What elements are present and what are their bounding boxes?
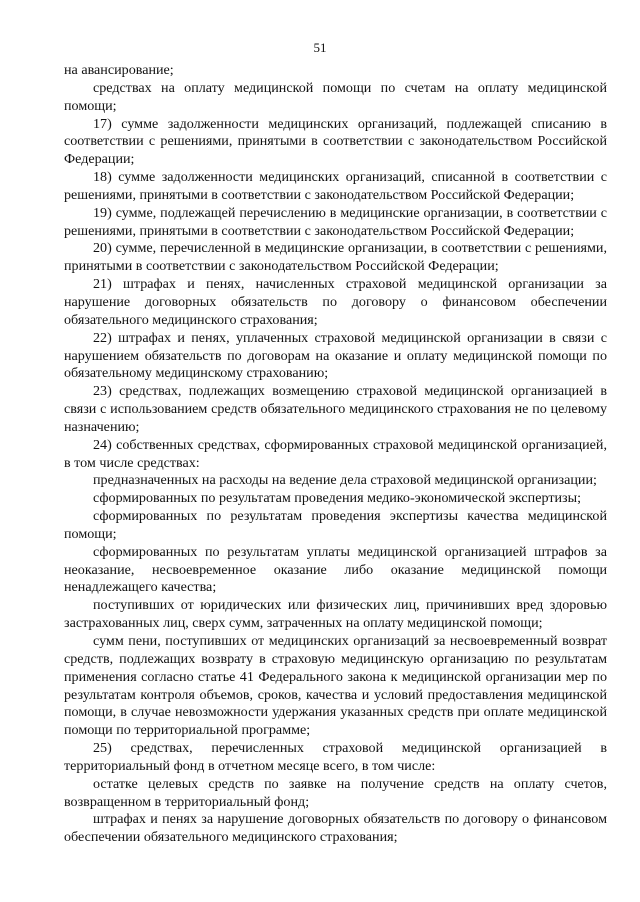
paragraph: сформированных по результатам проведения медико-экономической экспертизы; bbox=[93, 490, 581, 507]
paragraph: 25) средствах, перечисленных страховой медицинской организацией в территориальный фонд в отчетном месяце всего, в том числе: bbox=[64, 740, 607, 774]
paragraph: 19) сумме, подлежащей перечислению в медицинские организации, в соответствии с решениями, принятыми в соответствии с законодательством Российской Федерации; bbox=[64, 204, 607, 239]
paragraph: сумм пени, поступивших от медицинских организаций за несвоевременный возврат средств, подлежащих возврату в страховую медицинскую организацию по результатам применения согласно статье 41 Федерального закона к медицинской организации мер по результатам контроля объемов, сроков, качества и условий предоставления медицинской помощи, в случае невозможности удержания указанных средств при оплате медицинской помощи по территориальной программе; bbox=[64, 633, 607, 739]
paragraph: средствах на оплату медицинской помощи по счетам на оплату медицинской помощи; bbox=[64, 79, 607, 114]
paragraph: остатке целевых средств по заявке на получение средств на оплату счетов, возвращенном в территориальный фонд; bbox=[64, 775, 607, 810]
document-body bbox=[64, 62, 607, 847]
paragraph: штрафах и пенях за нарушение договорных обязательств по договору о финансовом обеспечении обязательного медицинского страхования; bbox=[64, 811, 607, 846]
paragraph: 23) средствах, подлежащих возмещению страховой медицинской организацией в связи с использованием средств обязательного медицинского страхования не по целевому назначению; bbox=[64, 383, 607, 435]
paragraph: сформированных по результатам проведения экспертизы качества медицинской помощи; bbox=[64, 508, 607, 542]
paragraph: предназначенных на расходы на ведение дела страховой медицинской организации; bbox=[93, 472, 597, 489]
paragraph: сформированных по результатам уплаты медицинской организацией штрафов за неоказание, несвоевременное оказание либо оказание медицинской помощи ненадлежащего качества; bbox=[64, 543, 607, 596]
paragraph: 20) сумме, перечисленной в медицинские организации, в соответствии с решениями, принятыми в соответствии с законодательством Российской Федерации; bbox=[64, 240, 607, 275]
paragraph: 17) сумме задолженности медицинских организаций, подлежащей списанию в соответствии с решениями, принятыми в соответствии с законодательством Российской Федерации; bbox=[64, 115, 607, 168]
page-number: 51 bbox=[313, 40, 327, 55]
paragraph: 18) сумме задолженности медицинских организаций, списанной в соответствии с решениями, принятыми в соответствии с законодательством Российской Федерации; bbox=[64, 169, 607, 203]
paragraph: 22) штрафах и пенях, уплаченных страховой медицинской организации в связи с нарушением обязательств по договорам на оказание и оплату медицинской помощи по обязательному медицинскому страхованию; bbox=[64, 329, 607, 382]
paragraph: 24) собственных средствах, сформированных страховой медицинской организацией, в том числе средствах: bbox=[64, 436, 607, 471]
paragraph: на авансирование; bbox=[64, 62, 174, 78]
paragraph: поступивших от юридических или физических лиц, причинивших вред здоровью застрахованных лиц, сверх сумм, затраченных на оплату медицинской помощи; bbox=[64, 597, 607, 632]
paragraph: 21) штрафах и пенях, начисленных страховой медицинской организации за нарушение договорных обязательств по договору о финансовом обеспечении обязательного медицинского страхования; bbox=[64, 276, 607, 328]
